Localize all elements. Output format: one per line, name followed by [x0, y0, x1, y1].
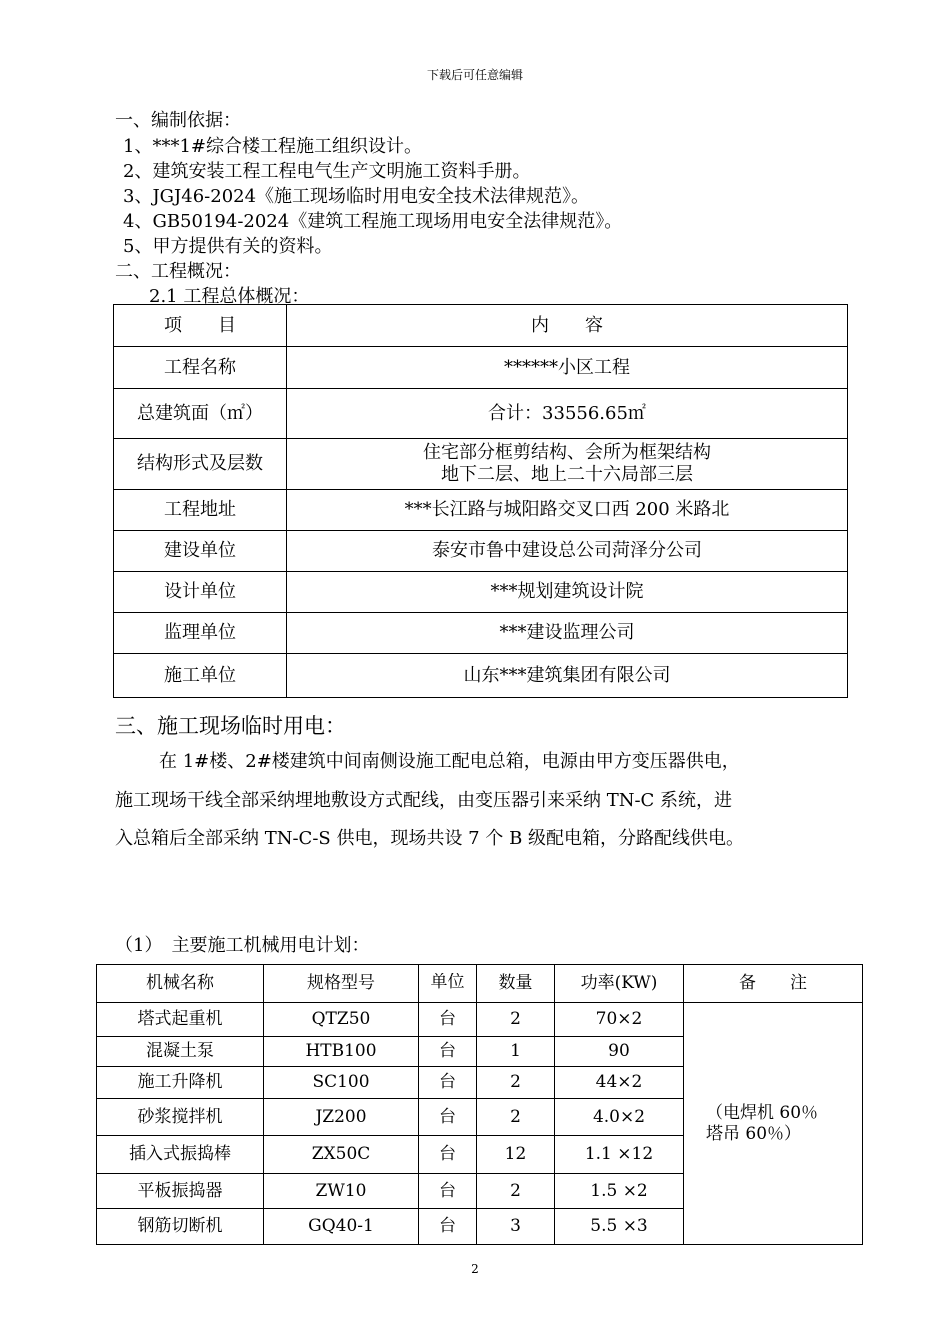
overview-value: ***长江路与城阳路交叉口西 200 米路北: [287, 490, 848, 531]
basis-item-5: 5、甲方提供有关的资料。: [123, 236, 333, 257]
machine-note: [684, 1003, 863, 1245]
basis-item-3: 3、JGJ46-2024《施工现场临时用电安全技术法律规范》。: [123, 186, 590, 207]
basis-item-4: 4、GB50194-2024《建筑工程施工现场用电安全法律规范》。: [123, 211, 623, 232]
machine-header-unit: 单位: [419, 965, 477, 1003]
machine-header-note: 备 注: [684, 965, 863, 1003]
temp-power-title: 三、施工现场临时用电：: [115, 714, 346, 738]
machine-unit: 台: [419, 1209, 477, 1245]
table-row: [114, 347, 848, 389]
overview-label: 结构形式及层数: [114, 439, 287, 490]
machine-qty: 2: [477, 1099, 555, 1136]
machine-note-line-2: 塔吊 60％）: [706, 1123, 802, 1144]
machine-name: 平板振捣器: [97, 1174, 264, 1209]
machine-model: GQ40-1: [264, 1209, 419, 1245]
overview-header-row: [114, 305, 848, 347]
machine-name: 施工升降机: [97, 1067, 264, 1099]
table-row: [114, 439, 848, 490]
overview-title: 二、工程概况：: [115, 261, 241, 282]
table-row: [114, 531, 848, 572]
overview-value: 山东***建筑集团有限公司: [287, 654, 848, 698]
machine-name: 塔式起重机: [97, 1003, 264, 1037]
temp-power-line-2: 施工现场干线全部采纳埋地敷设方式配线，由变压器引来采纳 TN-C 系统，进: [115, 790, 733, 811]
machine-unit: 台: [419, 1037, 477, 1067]
machine-header-row: [97, 965, 863, 1003]
machine-power: 90: [555, 1037, 684, 1067]
page-number: 2: [471, 1262, 479, 1276]
machine-name: 砂浆搅拌机: [97, 1099, 264, 1136]
machine-unit: 台: [419, 1099, 477, 1136]
header-note: 下载后可任意编辑: [426, 68, 523, 82]
machine-qty: 2: [477, 1067, 555, 1099]
machine-plan-title: （1） 主要施工机械用电计划：: [115, 935, 370, 956]
table-row: [114, 613, 848, 654]
overview-label: 工程地址: [114, 490, 287, 531]
overview-label: 工程名称: [114, 347, 287, 389]
temp-power-line-1: 在 1#楼、2#楼建筑中间南侧设施工配电总箱，电源由甲方变压器供电，: [159, 751, 740, 772]
machine-power: 70×2: [555, 1003, 684, 1037]
table-row: [114, 490, 848, 531]
overview-header-content: 内 容: [287, 305, 848, 347]
machine-unit: 台: [419, 1136, 477, 1174]
overview-label: 总建筑面（㎡）: [114, 389, 287, 439]
table-row: [114, 572, 848, 613]
machine-name: 插入式振捣棒: [97, 1136, 264, 1174]
machine-note-line-1: （电焊机 60％: [706, 1103, 819, 1124]
machine-model: ZX50C: [264, 1136, 419, 1174]
table-row: [114, 389, 848, 439]
machine-table: [96, 964, 863, 1245]
overview-label: 监理单位: [114, 613, 287, 654]
machine-power: 1.1 ×12: [555, 1136, 684, 1174]
overview-value: ******小区工程: [287, 347, 848, 389]
machine-header-name: 机械名称: [97, 965, 264, 1003]
overview-label: 建设单位: [114, 531, 287, 572]
machine-power: 1.5 ×2: [555, 1174, 684, 1209]
overview-table: [113, 304, 848, 698]
machine-qty: 2: [477, 1003, 555, 1037]
machine-qty: 1: [477, 1037, 555, 1067]
table-row: [114, 654, 848, 698]
machine-unit: 台: [419, 1174, 477, 1209]
machine-model: QTZ50: [264, 1003, 419, 1037]
machine-name: 混凝土泵: [97, 1037, 264, 1067]
machine-header-qty: 数量: [477, 965, 555, 1003]
machine-model: HTB100: [264, 1037, 419, 1067]
machine-header-model: 规格型号: [264, 965, 419, 1003]
machine-power: 44×2: [555, 1067, 684, 1099]
machine-model: ZW10: [264, 1174, 419, 1209]
temp-power-line-3: 入总箱后全部采纳 TN-C-S 供电，现场共设 7 个 B 级配电箱，分路配线供电。: [115, 828, 745, 849]
machine-unit: 台: [419, 1067, 477, 1099]
overview-header-item: 项 目: [114, 305, 287, 347]
machine-name: 钢筋切断机: [97, 1209, 264, 1245]
overview-value: 合计：33556.65㎡: [287, 389, 848, 439]
overview-value: ***规划建筑设计院: [287, 572, 848, 613]
overview-value-line-1: 住宅部分框剪结构、会所为框架结构: [423, 442, 711, 464]
overview-value: 泰安市鲁中建设总公司菏泽分公司: [287, 531, 848, 572]
machine-qty: 12: [477, 1136, 555, 1174]
machine-qty: 3: [477, 1209, 555, 1245]
overview-value-line-2: 地下二层、地上二十六局部三层: [441, 464, 693, 485]
overview-label: 施工单位: [114, 654, 287, 698]
table-row: [97, 1003, 863, 1037]
machine-model: SC100: [264, 1067, 419, 1099]
machine-power: 4.0×2: [555, 1099, 684, 1136]
overview-subtitle: 2.1 工程总体概况：: [149, 286, 310, 307]
overview-value: ***建设监理公司: [287, 613, 848, 654]
basis-item-1: 1、***1#综合楼工程施工组织设计。: [123, 136, 422, 157]
machine-unit: 台: [419, 1003, 477, 1037]
machine-qty: 2: [477, 1174, 555, 1209]
basis-item-2: 2、建筑安装工程工程电气生产文明施工资料手册。: [123, 161, 531, 182]
machine-header-power: 功率(KW): [555, 965, 684, 1003]
machine-model: JZ200: [264, 1099, 419, 1136]
overview-label: 设计单位: [114, 572, 287, 613]
machine-power: 5.5 ×3: [555, 1209, 684, 1245]
overview-value: [287, 439, 848, 490]
basis-title: 一、编制依据：: [115, 110, 241, 131]
